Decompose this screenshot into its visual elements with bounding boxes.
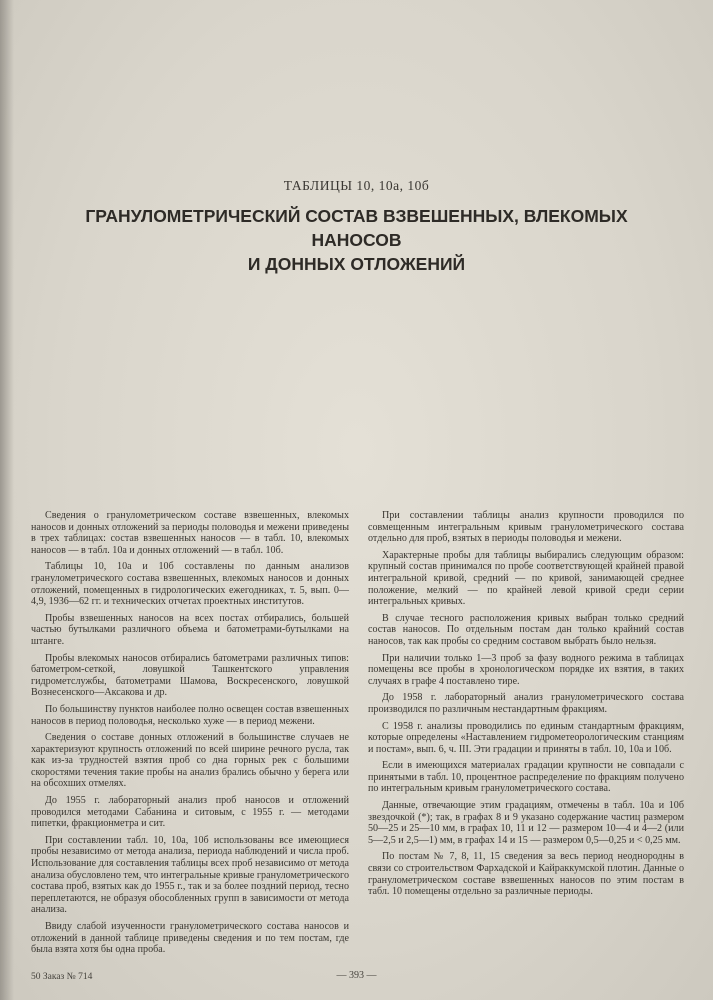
paragraph: По постам № 7, 8, 11, 15 сведения за весь период неоднородны в связи со строительством Фархадской и Кайраккумской плотин. Данные о гранулометрическом составе взвешенных наносов по этим постам в табл. 10 помещены отдельно за различные периоды. — [368, 851, 684, 898]
paragraph: Характерные пробы для таблицы выбирались следующим образом: крупный состав принимался по пробе соответствующей крайней правой интегральной кривой, средний — по кривой, занимающей среднее положение, мелкий — по крайней левой кривой среди серии интегральных кривых. — [368, 549, 684, 608]
paragraph: При наличии только 1—3 проб за фазу водного режима в таблицах помещены все пробы в хронологическом порядке их взятия, в таких случаях в графе 4 поставлено тире. — [368, 652, 684, 687]
right-column — [368, 510, 684, 903]
paragraph: В случае тесного расположения кривых выбран только средний состав наносов. По отдельным постам дан только крайний состав наносов, так как пробы со средним составом выбрать было нельзя. — [368, 612, 684, 647]
paragraph: При составлении табл. 10, 10а, 10б использованы все имеющиеся пробы независимо от метода анализа, периода наблюдений и числа проб. Использование для составления таблицы всех проб независимо от метода анализа обусловлено тем, что интегральные кривые гранулометрического состава проб, взятых как до 1955 г., так и за более поздний период, тесно переплетаются, не образуя обособленных групп в зависимости от метода анализа. — [31, 834, 349, 916]
paragraph: Если в имеющихся материалах градации крупности не совпадали с принятыми в табл. 10, процентное распределение по фракциям получено по интегральным кривым гранулометрического состава. — [368, 760, 684, 795]
paragraph: Сведения о гранулометрическом составе взвешенных, влекомых наносов и донных отложений за периоды половодья и межени приведены в трех таблицах: состав взвешенных наносов — в табл. 10, влекомых наносов — в табл. 10а и донных отложений — в табл. 10б. — [31, 510, 349, 556]
paragraph: С 1958 г. анализы проводились по единым стандартным фракциям, которые определены «Наставлением гидрометеорологическим станциям и постам», вып. 6, ч. III. Эти градации и приняты в табл. 10, 10а и 10б. — [368, 720, 684, 755]
paragraph: Данные, отвечающие этим градациям, отмечены в табл. 10а и 10б звездочкой (*); так, в графах 8 и 9 указано содержание частиц размером 50—25 и 25—10 мм, в графах 10, 11 и 12 — размером 10—4 и 4—2 (или 5—2,5 и 2,5—1) мм, в графах 14 и 15 — размером 0,5—0,25 и < 0,25 мм. — [368, 800, 684, 846]
paragraph: Пробы взвешенных наносов на всех постах отбирались, большей частью бутылками различного объема и батометрами-бутылками на штанге. — [31, 612, 349, 647]
title-line-2: И ДОННЫХ ОТЛОЖЕНИЙ — [247, 254, 466, 274]
page-title — [40, 204, 673, 276]
paragraph: По большинству пунктов наиболее полно освещен состав взвешенных наносов в период половодья, несколько хуже — в период межени. — [31, 703, 349, 727]
paragraph: Сведения о составе донных отложений в большинстве случаев не характеризуют крупность отложений по всей ширине речного русла, так как из-за трудностей взятия проб со дна горных рек с большими скоростями течения такие пробы на анализ брались обычно у берега или на обсохших отмелях. — [31, 732, 349, 790]
paragraph: Пробы влекомых наносов отбирались батометрами различных типов: батометром-сеткой, ловушкой Ташкентского управления гидрометслужбы, батометрами Шамова, Воскресенского, ловушкой Вознесенского—Аксакова и др. — [31, 652, 349, 699]
printer-signature: 50 Заказ № 714 — [31, 972, 93, 982]
page-binding-shadow — [0, 0, 14, 1000]
page-number: — 393 — — [336, 970, 377, 981]
title-line-1: ГРАНУЛОМЕТРИЧЕСКИЙ СОСТАВ ВЗВЕШЕННЫХ, ВЛЕКОМЫХ НАНОСОВ — [85, 206, 628, 250]
left-column — [31, 510, 349, 961]
table-heading: ТАБЛИЦЫ 10, 10а, 10б — [283, 178, 430, 193]
paragraph: При составлении таблицы анализ крупности проводился по совмещенным интегральным кривым гранулометрического состава отдельно для проб, взятых в периоды половодья и межени. — [368, 510, 684, 545]
paragraph: До 1958 г. лабораторный анализ гранулометрического состава производился по различным нестандартным фракциям. — [368, 692, 684, 715]
paragraph: До 1955 г. лабораторный анализ проб наносов и отложений проводился методами Сабанина и ситовым, с 1955 г. — методами пипетки, фракционметра и сит. — [31, 795, 349, 830]
paragraph: Ввиду слабой изученности гранулометрического состава наносов и отложений в данной таблице приведены сведения и по тем постам, где была взята хотя бы одна проба. — [31, 921, 349, 956]
paragraph: Таблицы 10, 10а и 10б составлены по данным анализов гранулометрического состава взвешенных, влекомых наносов и донных отложений, помещенных в гидрологических ежегодниках, т. 5, вып. 0—4,9, 1936—62 гг. и технических отчетах проектных институтов. — [31, 561, 349, 608]
